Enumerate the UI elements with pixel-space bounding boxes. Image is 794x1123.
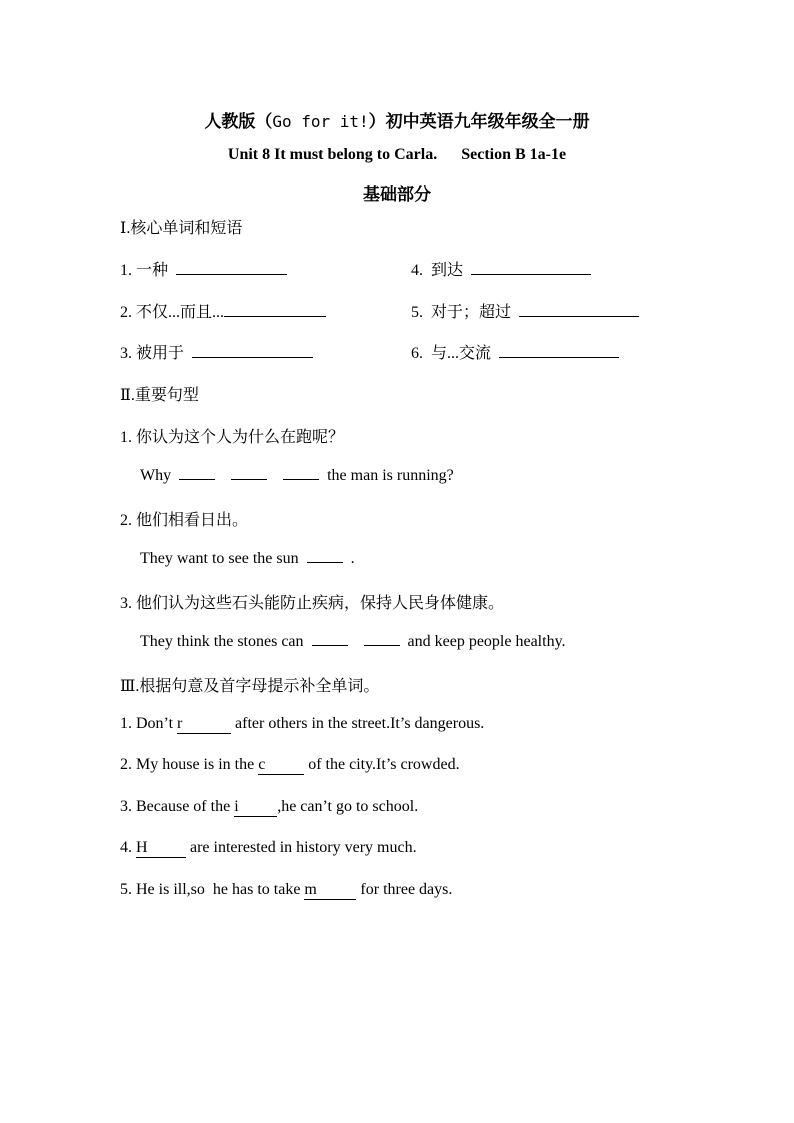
answer-blank[interactable] xyxy=(192,343,313,358)
item-number: 2. xyxy=(120,304,132,321)
sentence-item-2-en xyxy=(140,548,355,568)
chinese-sentence: 你认为这个人为什么在跑呢？ xyxy=(136,429,345,446)
title-suffix: ）初中英语九年级年级全一册 xyxy=(368,112,590,131)
sentence-suffix: for three days. xyxy=(356,881,453,898)
item-prompt: 一种 xyxy=(136,262,169,279)
answer-blank[interactable] xyxy=(499,343,619,358)
hint-blank[interactable] xyxy=(136,839,186,858)
sentence-prefix: Because of the xyxy=(136,798,235,815)
hint-blank[interactable] xyxy=(258,756,304,775)
sentence-prefix: He is ill,so he has to take xyxy=(136,881,305,898)
section2-heading: Ⅱ.重要句型 xyxy=(120,387,199,404)
answer-blank[interactable] xyxy=(519,302,639,317)
sentence-item-1-en xyxy=(140,465,454,485)
initial-letter: r xyxy=(177,715,183,732)
fill-item-5 xyxy=(120,881,452,900)
item-number: 4. xyxy=(411,262,423,279)
initial-letter: i xyxy=(234,798,239,815)
english-prefix: They want to see the sun xyxy=(140,550,299,567)
chinese-sentence: 他们认为这些石头能防止疾病，保持人民身体健康。 xyxy=(136,595,505,612)
item-number: 1. xyxy=(120,429,132,446)
fill-item-1 xyxy=(120,715,484,734)
item-number: 2. xyxy=(120,512,132,529)
fill-item-4 xyxy=(120,839,417,858)
sentence-prefix: My house is in the xyxy=(136,756,259,773)
chinese-sentence: 他们相看日出。 xyxy=(136,512,249,529)
sentence-item-1-cn xyxy=(120,424,344,447)
page-title xyxy=(0,107,794,132)
answer-blank[interactable] xyxy=(231,465,267,480)
hint-blank[interactable] xyxy=(234,798,277,817)
english-suffix: the man is running? xyxy=(327,467,454,484)
item-number: 3. xyxy=(120,798,132,815)
sentence-suffix: are interested in history very much. xyxy=(186,839,417,856)
sentence-item-2-cn xyxy=(120,507,248,530)
section3-heading: Ⅲ.根据句意及首字母提示补全单词。 xyxy=(120,678,380,695)
answer-blank[interactable] xyxy=(224,302,326,317)
sentence-item-3-en xyxy=(140,631,566,651)
answer-blank[interactable] xyxy=(176,260,287,275)
answer-blank[interactable] xyxy=(364,631,400,646)
item-number: 5. xyxy=(411,304,423,321)
item-prompt: 与...交流 xyxy=(431,345,492,362)
hint-blank[interactable] xyxy=(177,715,231,734)
item-number: 5. xyxy=(120,881,132,898)
vocab-item-1 xyxy=(120,257,287,280)
item-number: 3. xyxy=(120,595,132,612)
vocab-item-2 xyxy=(120,299,326,322)
answer-blank[interactable] xyxy=(312,631,348,646)
sentence-prefix: Don’t xyxy=(136,715,178,732)
vocab-item-5 xyxy=(411,299,639,322)
item-prompt: 被用于 xyxy=(136,345,185,362)
unit-subtitle: Unit 8 It must belong to Carla. Section B 1a-1e xyxy=(227,146,567,163)
sentence-suffix: after others in the street.It’s dangerous. xyxy=(231,715,485,732)
item-number: 6. xyxy=(411,345,423,362)
initial-letter: H xyxy=(136,839,148,856)
vocab-item-3 xyxy=(120,340,313,363)
answer-blank[interactable] xyxy=(307,548,343,563)
title-prefix: 人教版（ xyxy=(204,112,273,131)
item-number: 1. xyxy=(120,715,132,732)
answer-blank[interactable] xyxy=(471,260,591,275)
answer-blank[interactable] xyxy=(283,465,319,480)
item-prompt: 对于；超过 xyxy=(431,304,512,321)
sentence-suffix: ,he can’t go to school. xyxy=(277,798,419,815)
initial-letter: m xyxy=(304,881,317,898)
item-number: 4. xyxy=(120,839,132,856)
sentence-item-3-cn xyxy=(120,590,504,613)
hint-blank[interactable] xyxy=(304,881,356,900)
english-prefix: They think the stones can xyxy=(140,633,304,650)
english-suffix: . xyxy=(350,550,355,567)
english-suffix: and keep people healthy. xyxy=(407,633,566,650)
item-number: 3. xyxy=(120,345,132,362)
answer-blank[interactable] xyxy=(179,465,215,480)
title-series: Go for it! xyxy=(272,112,369,131)
section1-heading: Ⅰ.核心单词和短语 xyxy=(120,220,243,237)
part-heading: 基础部分 xyxy=(363,185,431,204)
item-number: 2. xyxy=(120,756,132,773)
initial-letter: c xyxy=(258,756,266,773)
english-prefix: Why xyxy=(140,467,172,484)
fill-item-2 xyxy=(120,756,460,775)
item-number: 1. xyxy=(120,262,132,279)
fill-item-3 xyxy=(120,798,418,817)
sentence-suffix: of the city.It’s crowded. xyxy=(304,756,460,773)
item-prompt: 到达 xyxy=(431,262,464,279)
vocab-item-6 xyxy=(411,340,619,363)
item-prompt: 不仅...而且... xyxy=(136,304,225,321)
vocab-item-4 xyxy=(411,257,591,280)
